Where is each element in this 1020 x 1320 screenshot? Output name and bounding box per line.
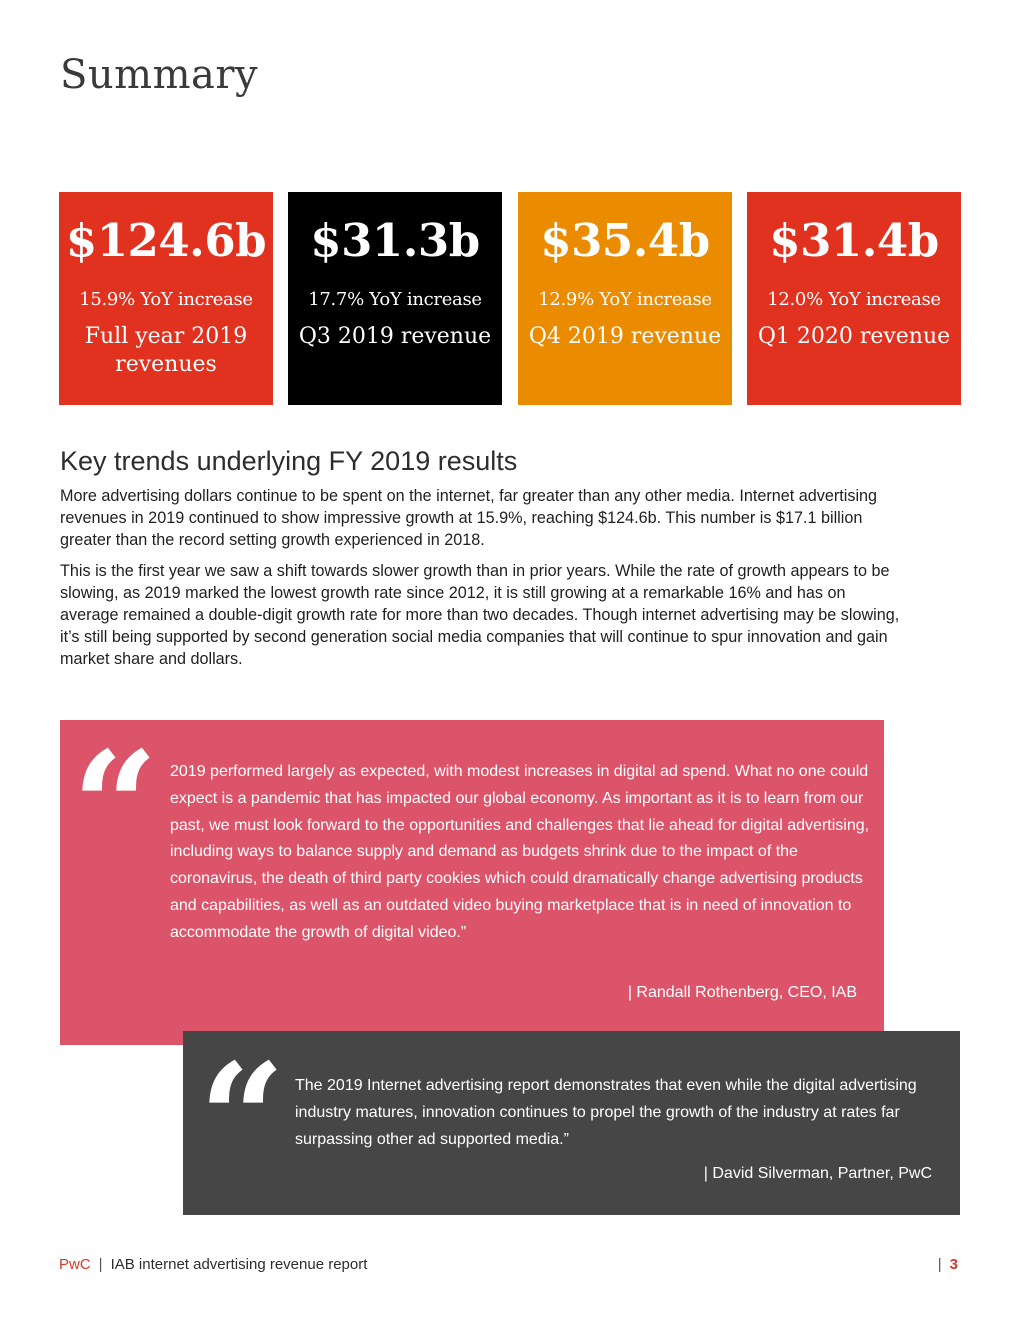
page-number-value: 3 (949, 1256, 958, 1273)
footer-brand: PwC (59, 1256, 91, 1273)
quote-mark-icon: “ (199, 1031, 286, 1207)
stat-amount: $31.3b (310, 214, 480, 267)
stat-card-full-year (59, 192, 273, 405)
quote-box-pwc (183, 1031, 960, 1215)
trends-paragraph-2: This is the first year we saw a shift towards slower growth than in prior years. While the rate of growth appears to be slowing, as 2019 marked the lowest growth rate since 2012, it is still growing at a remarkable 16% and has on average remained a double-digit growth rate for more than two decades. Though internet advertising may be slowing, it’s still being supported by second generation social media companies that will continue to spur innovation and gain market share and dollars. (60, 562, 900, 668)
quote-mark-icon: “ (72, 719, 159, 895)
stat-amount: $31.4b (769, 214, 939, 267)
stat-amount: $35.4b (540, 214, 710, 267)
footer (59, 1256, 367, 1273)
page-number-separator: | (937, 1256, 942, 1273)
quote-text: 2019 performed largely as expected, with modest increases in digital ad spend. What no one could expect is a pandemic that has impacted our global economy. As important as it is to learn from our past, we must look forward to the opportunities and challenges that lie ahead for digital advertising, including ways to balance supply and demand as budgets shrink due to the impact of the coronavirus, the death of third party cookies which could dramatically change advertising products and capabilities, as well as an outdated video buying marketplace that is in need of innovation to accommodate the growth of digital video.” (170, 763, 870, 941)
footer-separator: | (98, 1256, 103, 1273)
stat-cards (59, 192, 960, 405)
page-number (938, 1256, 958, 1273)
stat-card-q4-2019 (518, 192, 732, 405)
stat-label: Q3 2019 revenue (298, 324, 492, 349)
quote-text: The 2019 Internet advertising report demonstrates that even while the digital advertising industry matures, innovation continues to propel the growth of the industry at rates far surpassing other ad supported media.” (295, 1077, 917, 1148)
trends-paragraph-1: More advertising dollars continue to be spent on the internet, far greater than any other media. Internet advertising revenues in 2019 continued to show impressive growth at 15.9%, reaching $124.6b. This number is $17.1 billion greater than the record setting growth experienced in 2018. (60, 487, 878, 549)
stat-yoy: 17.7% YoY increase (308, 289, 482, 310)
quote-box-iab (60, 720, 884, 1045)
stat-card-q3-2019 (288, 192, 502, 405)
stat-yoy: 12.9% YoY increase (538, 289, 712, 310)
stat-label: Full year 2019 revenues (84, 324, 248, 377)
section-heading: Key trends underlying FY 2019 results (60, 446, 518, 476)
stat-amount: $124.6b (65, 214, 267, 267)
footer-report-title: IAB internet advertising revenue report (110, 1256, 368, 1273)
stat-yoy: 15.9% YoY increase (79, 289, 253, 310)
stat-label: Q4 2019 revenue (528, 324, 722, 349)
stat-label: Q1 2020 revenue (757, 324, 951, 349)
page-title: Summary (60, 52, 259, 98)
stat-yoy: 12.0% YoY increase (767, 289, 941, 310)
quote-attribution: | David Silverman, Partner, PwC (703, 1165, 932, 1182)
quote-attribution: | Randall Rothenberg, CEO, IAB (627, 984, 857, 1001)
stat-card-q1-2020 (747, 192, 961, 405)
